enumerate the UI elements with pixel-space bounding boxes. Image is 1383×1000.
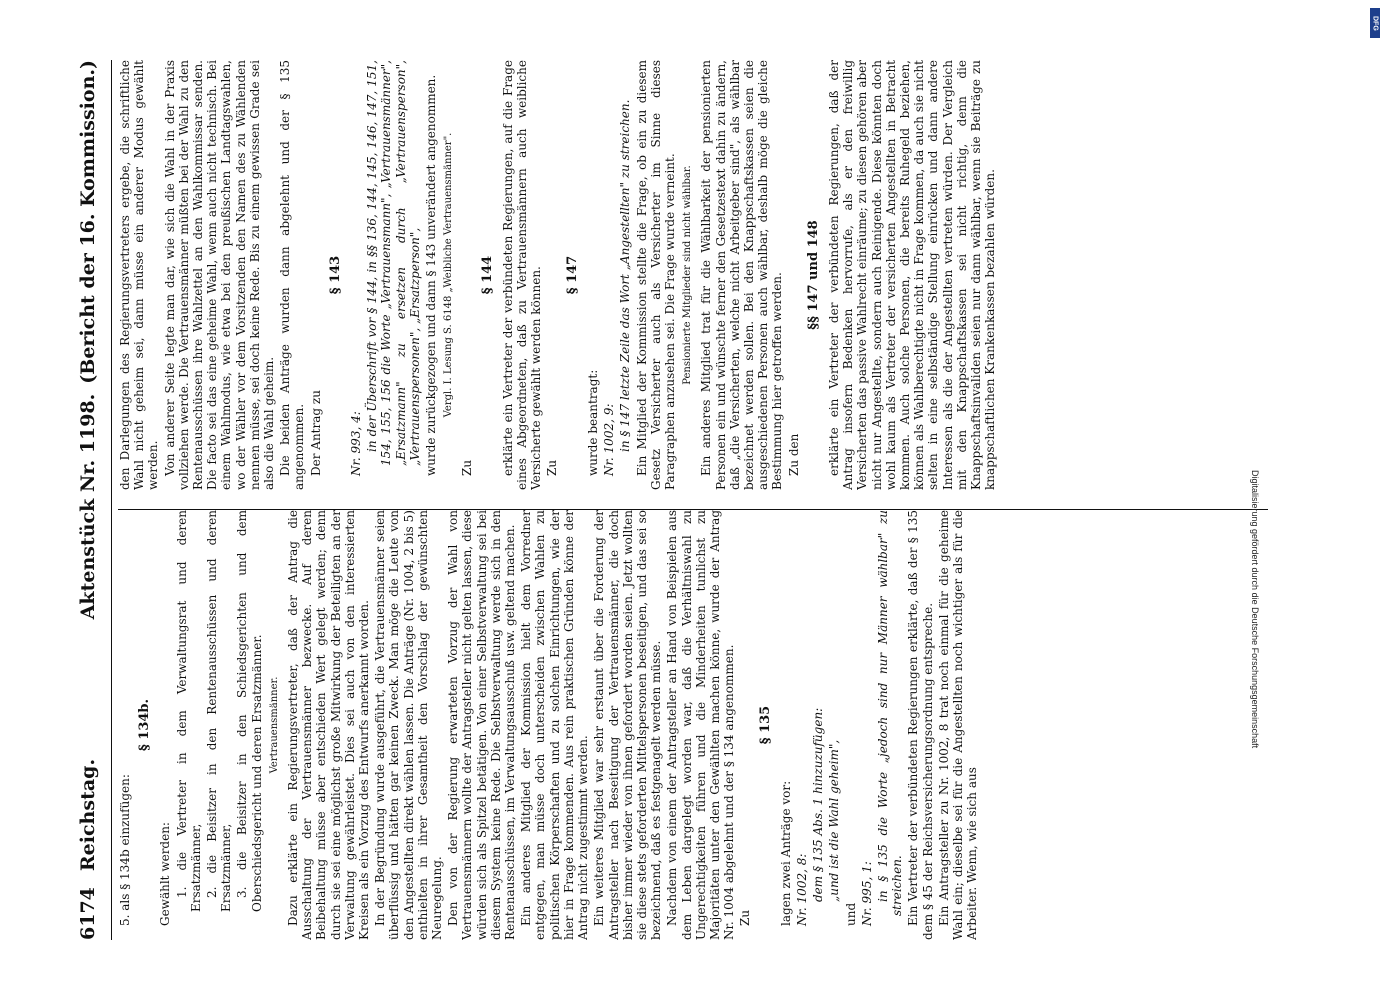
paragraph: Den von der Regierung erwarteten Vorzug der Wahl von Vertrauensmännern wollte der Antragsteller nicht gelten lassen, diese würden sich als Spitzel betätigen. Von einer Selbstverwaltung sei bei diesem System keine Rede. Die Selbstverwaltung werde sich in den Rentenausschüssen, im Verwaltungsausschuß usw. geltend machen. — [446, 510, 518, 940]
der-antrag-line: Der Antrag zu — [308, 390, 323, 476]
document-number: Aktenstück Nr. 1198. — [77, 393, 99, 620]
motion-number: Nr. 1002, 8: — [794, 853, 809, 926]
paragraph: Ein Antragsteller zu Nr. 1002, 8 trat noch einmal für die geheime Wahl ein; dieselbe sei für die Angestellten noch wichtiger als für die Arbeiter. Wenn, wie sich aus — [936, 510, 980, 940]
column-divider — [118, 509, 1268, 510]
paragraph: Von anderer Seite legte man dar, wie sich die Wahl in der Praxis vollziehen werde. Die Vertrauensmänner müßten bei der Wahl zu den Rentenausschüssen ihre Wahlzettel an den Wahlkommissar senden. Die facto sei das eine geheime Wahl, wenn auch nicht technisch. Bei einem Wahlmodus, wie etwa bei den preußischen Landtagswahlen, wo der Wähler vor dem Vorsitzenden den Namen des zu Wählenden nennen müsse, sei doch keine Rede. Bis zu einem gewissen Grade sei also die Wahl geheim. — [162, 60, 277, 490]
zu-line: Zu — [460, 459, 475, 476]
subheading-weibliche: Vergl. I. Lesung S. 6148 „Weibliche Vertrauensmänner". — [443, 132, 455, 418]
und-line: und — [843, 902, 858, 926]
paragraph: Ein anderes Mitglied der Kommission hielt dem Vorredner entgegen, man müsse doch unterscheiden zwischen Wahlen zu politischen Körperschaften und zu solchen Einrichtungen, wie der hier in Frage kommenden. Aus rein praktischen Gründen könne der Antrag nicht zugestimmt werden. — [519, 510, 591, 940]
list-item: 1. die Vertreter in dem Verwaltungsrat und deren Ersatzmänner, — [174, 510, 203, 912]
section-heading-147-148: §§ 147 und 148 — [805, 220, 821, 330]
left-column — [118, 510, 1268, 940]
list-item: 3. die Beisitzer in den Schiedsgerichten und dem Oberschiedsgericht und deren Ersatzmänner. — [235, 510, 264, 912]
motion-number: Nr. 1002, 9: — [602, 403, 617, 476]
dfg-logo: DFG — [1370, 8, 1380, 38]
paragraph: Ein weiteres Mitglied war sehr erstaunt über die Forderung der Antragsteller nach Beseitigung der Vertrauensmänner, die doch bisher immer wieder von ihnen gefordert worden seien. Jetzt wollten sie diese stets geforderten Mittelspersonen beseitigen, und das sei so bezeichnend, daß es festgenagelt werden müsse. — [592, 510, 664, 940]
paragraph: erklärte ein Vertreter der verbündeten Regierungen, daß der Antrag insofern Bedenken hervorrufe, als er den freiwillig Versicherten das passive Wahlrecht einräume; zu diesen gehören aber nicht nur Angestellte, sondern auch Reinigende. Diese könnten doch wohl kaum als Vertreter der versicherten Angestellten in Betracht kommen. Auch solche Personen, die bereits Ruhegeld beziehen, können als Wahlberechtigte nicht in Frage kommen, da auch sie nicht selten in eine selbständige Stellung einrücken und dann andere Interessen als die der Angestellten vertreten würden. Der Vergleich mit den Knappschaftskassen sei nicht richtig, denn die Knappschaftsinvaliden seien nur dann wählbar, wenn sie Beiträge zu knappschaftlichen Krankenkassen bezahlen würden. — [826, 60, 998, 490]
right-column — [118, 60, 1268, 490]
paragraph: Die beiden Anträge wurden dann abgelehnt und der § 135 angenommen. — [278, 60, 307, 490]
paragraph: Ein Mitglied der Kommission stellte die Frage, ob ein zu diesem Gesetz Versicherter auch als Versicherter im Sinne dieses Paragraphen anzusehen sei. Die Frage wurde verneint. — [634, 60, 677, 490]
motion-quote: „und ist die Wahl geheim", — [827, 739, 842, 902]
intro-line: 5. als § 134b einzufügen: — [118, 774, 132, 926]
page-header — [70, 60, 106, 940]
section-heading-144: § 144 — [479, 255, 495, 295]
paragraph: Ein anderes Mitglied trat für die Wählbarkeit der pensionierten Personen ein und wünschte ferner den Gesetzestext dahin zu ändern, daß „die Versicherten, welche nicht Arbeitgeber sind", als wählbar bezeichnet werden sollen. Bei den Knappschaftskassen seien die ausgeschiedenen Personen auch wählbar, deshalb möge die gleiche Bestimmung hier getroffen werden. — [699, 60, 785, 490]
paragraph: Dazu erklärte ein Regierungsvertreter, daß der Antrag die Ausschaltung der Vertrauensmänner bezwecke. Auf deren Beibehaltung müsse aber entschieden Wert gelegt werden; denn durch sie sei eine möglichst große Mitwirkung der Beteiligten an der Verwaltung gewährleistet. Dies sei auch von den interessierten Kreisen als ein Vorzug des Entwurfs anerkannt worden. — [286, 510, 372, 940]
zu-den-line: Zu den — [786, 433, 801, 476]
report-title: (Bericht der 16. Kommission.) — [77, 60, 99, 384]
paragraph: Nachdem von einem der Antragsteller an Hand von Beispielen aus dem Leben dargelegt worden war, daß die Verhältniswahl zu Ungerechtigkeiten führen und die Minderheiten tunlichst zu Majoritäten unter den Gewählten machen könne, wurde der Antrag Nr. 1004 abgelehnt und der § 134 angenommen. — [665, 510, 737, 940]
subheading-vertrauensmaenner: Vertrauensmänner. — [268, 676, 280, 774]
paragraph: wurde zurückgezogen und dann § 143 unverändert angenommen. — [424, 74, 439, 476]
gewaehlt-line: Gewählt werden: — [158, 822, 173, 926]
list-item: 2. die Beisitzer in den Rentenausschüssen und deren Ersatzmänner, — [205, 510, 234, 912]
page-number: 6174 — [77, 887, 99, 940]
paragraph: Ein Vertreter der verbündeten Regierungen erklärte, daß der § 135 dem § 45 der Reichsversicherungsordnung entspreche. — [906, 510, 935, 940]
paragraph: wurde beantragt: — [585, 369, 600, 476]
paragraph: lagen zwei Anträge vor: — [778, 780, 793, 926]
section-heading-134b: § 134b. — [137, 698, 153, 752]
header-rule — [111, 60, 112, 940]
motion-number: Nr. 995, 1: — [859, 861, 874, 926]
subheading-pensioniert: Pensionierte Mitglieder sind nicht wählbar. — [682, 165, 694, 385]
zu-line: Zu — [545, 459, 560, 476]
section-heading-143: § 143 — [327, 255, 343, 295]
section-heading-147: § 147 — [564, 255, 580, 295]
digitization-note: Digitalisierung gefördert durch die Deutsche Forschungsgemeinschaft — [1250, 470, 1260, 749]
motion-text: in der Überschrift vor § 144, in §§ 136, 144, 145, 146, 147, 151, 154, 155, 156 die Worte „Vertrauensmann", „Vertrauensmänner", „Ersatzmann" zu ersetzen durch „Vertrauensperson", „Vertrauenspersonen", „Ersatzperson", — [365, 60, 422, 466]
motion-text: in § 135 die Worte „jedoch sind nur Männer wählbar" zu streichen. — [875, 510, 905, 916]
section-heading-135: § 135 — [757, 705, 773, 745]
publication-title: Reichstag. — [77, 758, 99, 872]
paragraph: den Darlegungen des Regierungsvertreters ergebe, die schriftliche Wahl nicht geheim sei, dann müsse ein anderer Modus gewählt werden. — [118, 60, 161, 490]
paragraph: erklärte ein Vertreter der verbündeten Regierungen, auf die Frage eines Abgeordneten, daß zu Vertrauensmännern auch weibliche Versicherte gewählt werden können. — [500, 60, 544, 490]
motion-number: Nr. 993, 4: — [349, 411, 364, 476]
zu-line: Zu — [738, 909, 753, 926]
motion-text: dem § 135 Abs. 1 hinzuzufügen: — [811, 707, 826, 902]
paragraph: In der Begründung wurde ausgeführt, die Vertrauensmänner seien überflüssig und hätten gar keinen Zweck. Man möge die Leute von den Angestellten direkt wählen lassen. Die Anträge (Nr. 1004, 2 bis 5) enthielten in ihrer Gesamtheit den Vorschlag der gewünschten Neuregelung. — [373, 510, 445, 940]
motion-text: in § 147 letzte Zeile das Wort „Angestellten" zu streichen. — [618, 99, 633, 452]
